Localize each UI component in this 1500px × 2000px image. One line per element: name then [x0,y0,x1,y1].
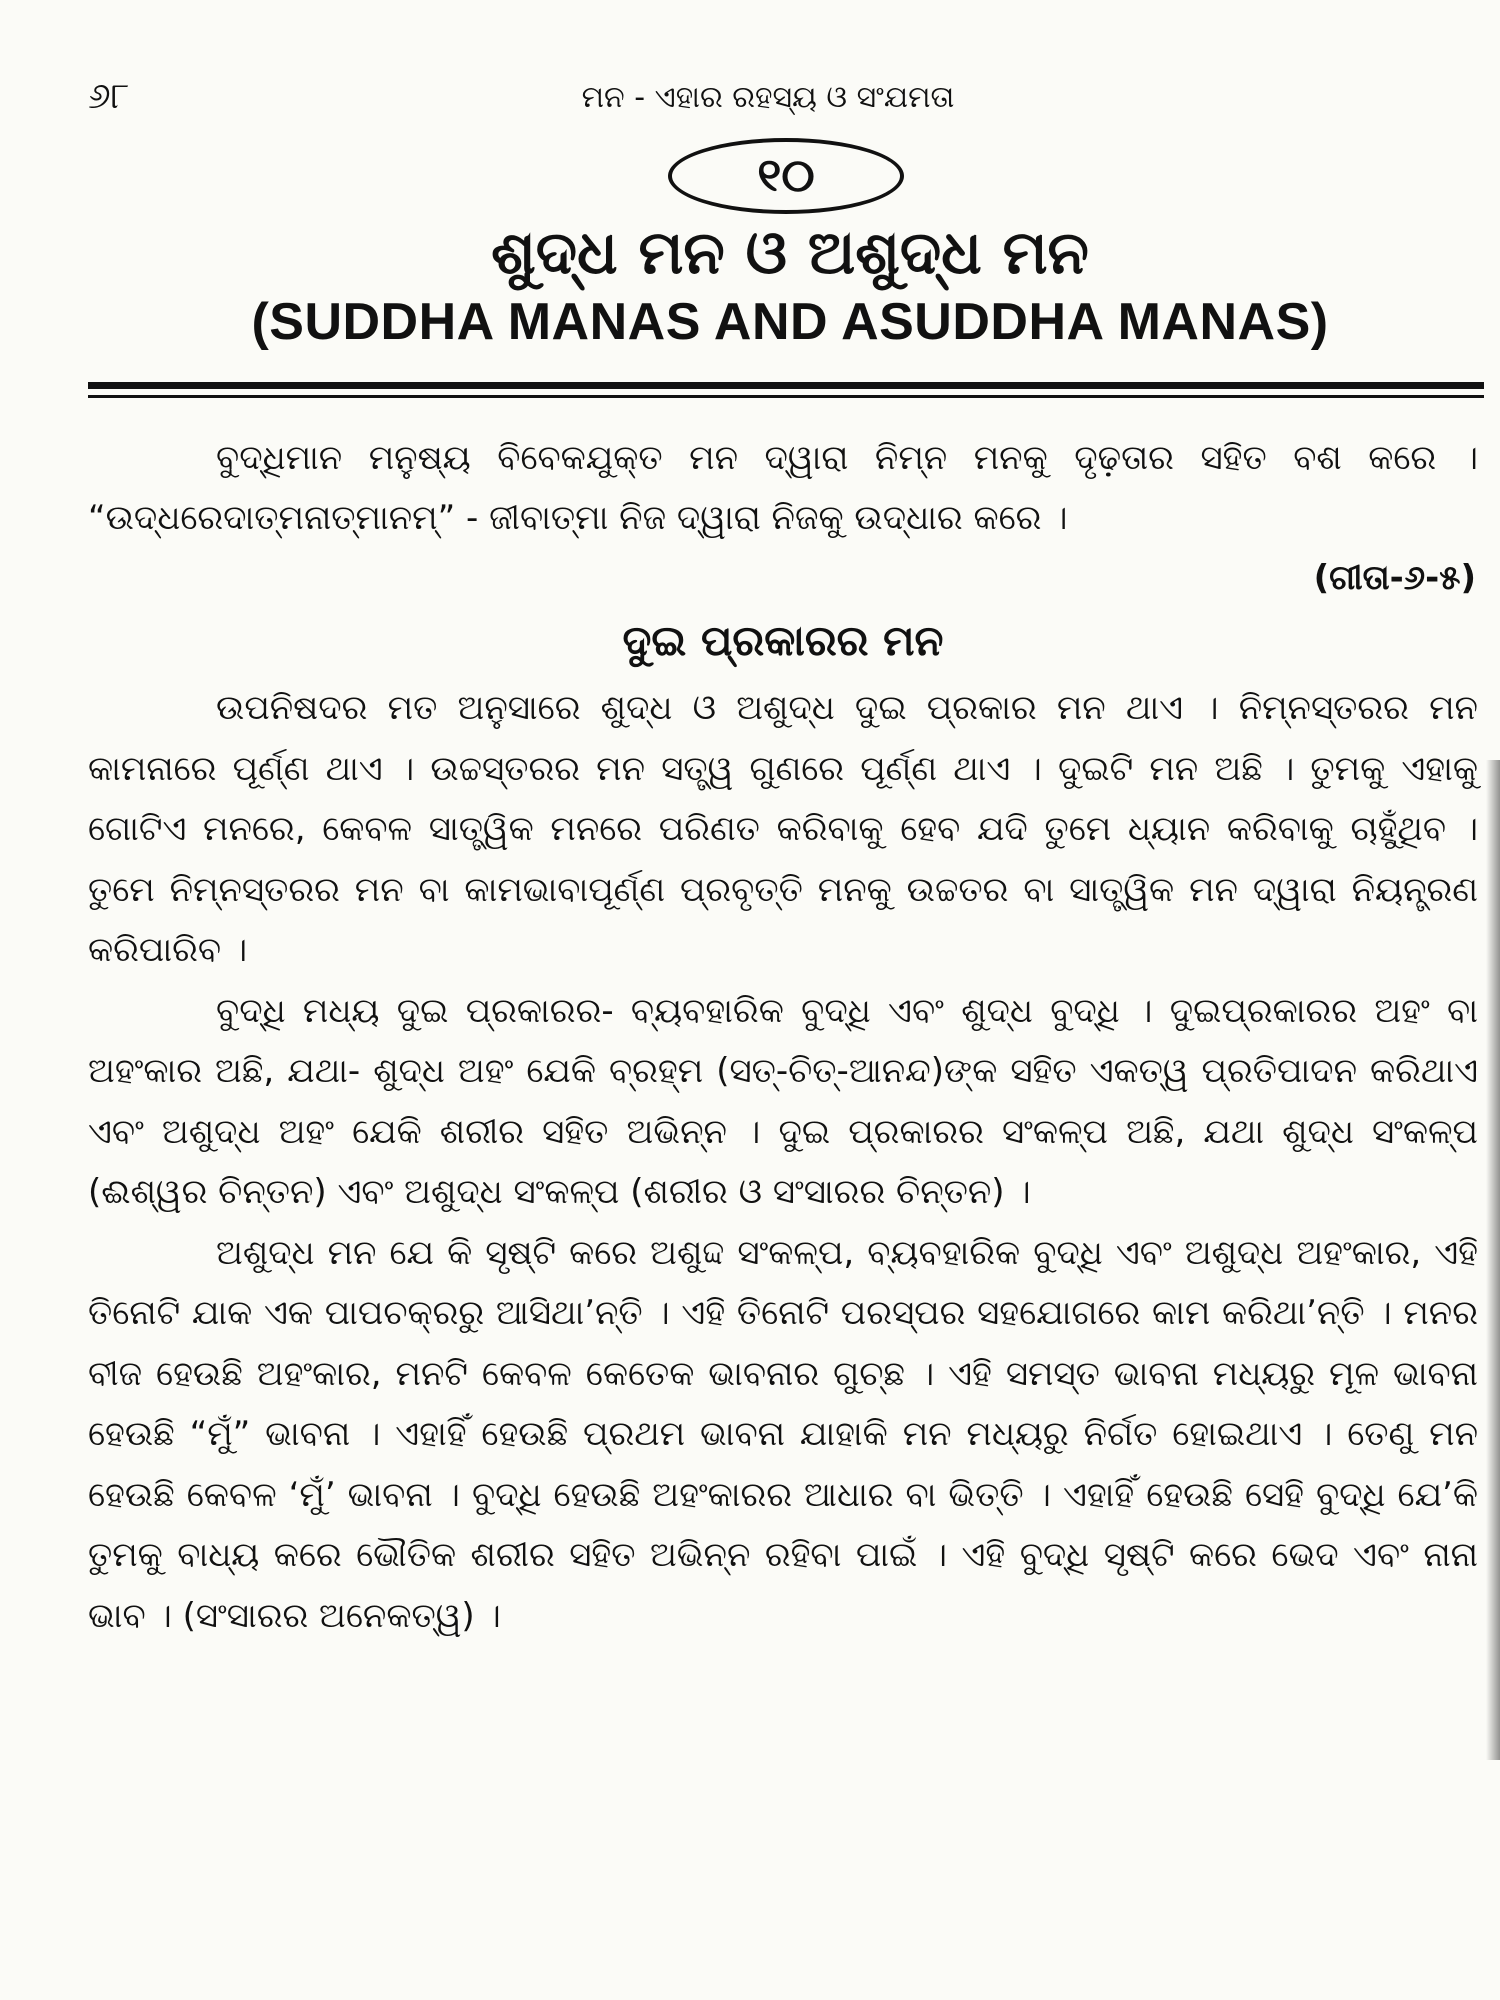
title-divider-thick [88,382,1484,389]
section-heading: ଦୁଇ ପ୍ରକାରର ମନ [622,616,944,665]
chapter-title-english: (SUDDHA MANAS AND ASUDDHA MANAS) [251,293,1329,351]
body-paragraph: ଅଶୁଦ୍ଧ ମନ ଯେ କି ସୃଷ୍ଟି କରେ ଅଶୁଦ୍ଦ ସଂକଳ୍ପ, ବ୍ୟବହାରିକ ବୁଦ୍ଧି ଏବଂ ଅଶୁଦ୍ଧ ଅହଂକାର, ଏହି ତିନୋଟି ଯାକ ଏକ ପାପଚକ୍ରରୁ ଆସିଥା’ନ୍ତି । ଏହି ତିନୋଟି ପରସ୍ପର ସହଯୋଗରେ କାମ କରିଥା’ନ୍ତି । ମନର ବୀଜ ହେଉଛି ଅହଂକାର, ମନଟି କେବଳ କେତେକ ଭାବନାର ଗୁଚ୍ଛ । ଏହି ସମସ୍ତ ଭାବନା ମଧ୍ୟରୁ ମୂଳ ଭାବନା ହେଉଛି “ମୁଁ” ଭାବନା । ଏହାହିଁ ହେଉଛି ପ୍ରଥମ ଭାବନା ଯାହାକି ମନ ମଧ୍ୟରୁ ନିର୍ଗତ ହୋଇଥାଏ । ତେଣୁ ମନ ହେଉଛି କେବଳ ‘ମୁଁ’ ଭାବନା । ବୁଦ୍ଧି ହେଉଛି ଅହଂକାରର ଆଧାର ବା ଭିତ୍ତି । ଏହାହିଁ ହେଉଛି ସେହି ବୁଦ୍ଧି ଯେ’କି ତୁମକୁ ବାଧ୍ୟ କରେ ଭୌତିକ ଶରୀର ସହିତ ଅଭିନ୍ନ ରହିବା ପାଇଁ । ଏହି ବୁଦ୍ଧି ସୃଷ୍ଟି କରେ ଭେଦ ଏବଂ ନାନା ଭାବ । (ସଂସାରର ଅନେକତ୍ୱ) । [88,1232,1478,1636]
chapter-number-badge [668,138,904,214]
body-paragraph: ବୁଦ୍ଧି ମଧ୍ୟ ଦୁଇ ପ୍ରକାରର- ବ୍ୟବହାରିକ ବୁଦ୍ଧି ଏବଂ ଶୁଦ୍ଧ ବୁଦ୍ଧି । ଦୁଇପ୍ରକାରର ଅହଂ ବା ଅହଂକାର ଅଛି, ଯଥା- ଶୁଦ୍ଧ ଅହଂ ଯେକି ବ୍ରହ୍ମ (ସତ୍-ଚିତ୍-ଆନନ୍ଦ)ଙ୍କ ସହିତ ଏକତ୍ୱ ପ୍ରତିପାଦନ କରିଥାଏ ଏବଂ ଅଶୁଦ୍ଧ ଅହଂ ଯେକି ଶରୀର ସହିତ ଅଭିନ୍ନ । ଦୁଇ ପ୍ରକାରର ସଂକଳ୍ପ ଅଛି, ଯଥା ଶୁଦ୍ଧ ସଂକଳ୍ପ (ଈଶ୍ୱର ଚିନ୍ତନ) ଏବଂ ଅଶୁଦ୍ଧ ସଂକଳ୍ପ (ଶରୀର ଓ ସଂସାରର ଚିନ୍ତନ) । [88,990,1478,1212]
gita-citation: (ଗୀତା-୬-୫) [1313,558,1476,598]
title-divider-thin [88,395,1484,398]
page-header [88,72,1468,132]
running-head: ମନ - ଏହାର ରହସ୍ୟ ଓ ସଂଯମତା [581,80,955,115]
scan-shadow-edge [1486,760,1500,1760]
intro-paragraph: ବୁଦ୍ଧିମାନ ମନୁଷ୍ୟ ବିବେକଯୁକ୍ତ ମନ ଦ୍ୱାରା ନିମ୍ନ ମନକୁ ଦୃଢ଼ତାର ସହିତ ବଶ କରେ । “ଉଦ୍ଧରେଦାତ୍ମନାତ୍ମାନମ୍” - ଜୀବାତ୍ମା ନିଜ ଦ୍ୱାରା ନିଜକୁ ଉଦ୍ଧାର କରେ । [88,438,1478,538]
chapter-title: ଶୁଦ୍ଧ ମନ ଓ ଅଶୁଦ୍ଧ ମନ [491,218,1089,288]
chapter-number: ୧୦ [757,148,815,202]
body-paragraph: ଉପନିଷଦର ମତ ଅନୁସାରେ ଶୁଦ୍ଧ ଓ ଅଶୁଦ୍ଧ ଦୁଇ ପ୍ରକାର ମନ ଥାଏ । ନିମ୍ନସ୍ତରର ମନ କାମନାରେ ପୂର୍ଣ୍ଣ ଥାଏ । ଉଚ୍ଚସ୍ତରର ମନ ସତ୍ତ୍ୱ ଗୁଣରେ ପୂର୍ଣ୍ଣ ଥାଏ । ଦୁଇଟି ମନ ଅଛି । ତୁମକୁ ଏହାକୁ ଗୋଟିଏ ମନରେ, କେବଳ ସାତ୍ତ୍ୱିକ ମନରେ ପରିଣତ କରିବାକୁ ହେବ ଯଦି ତୁମେ ଧ୍ୟାନ କରିବାକୁ ଚାହୁଁଥିବ । ତୁମେ ନିମ୍ନସ୍ତରର ମନ ବା କାମଭାବାପୂର୍ଣ୍ଣ ପ୍ରବୃତ୍ତି ମନକୁ ଉଚ୍ଚତର ବା ସାତ୍ତ୍ୱିକ ମନ ଦ୍ୱାରା ନିୟନ୍ତ୍ରଣ କରିପାରିବ । [88,688,1478,970]
body-text [88,678,1478,1646]
page-number: ୬୮ [88,76,130,117]
